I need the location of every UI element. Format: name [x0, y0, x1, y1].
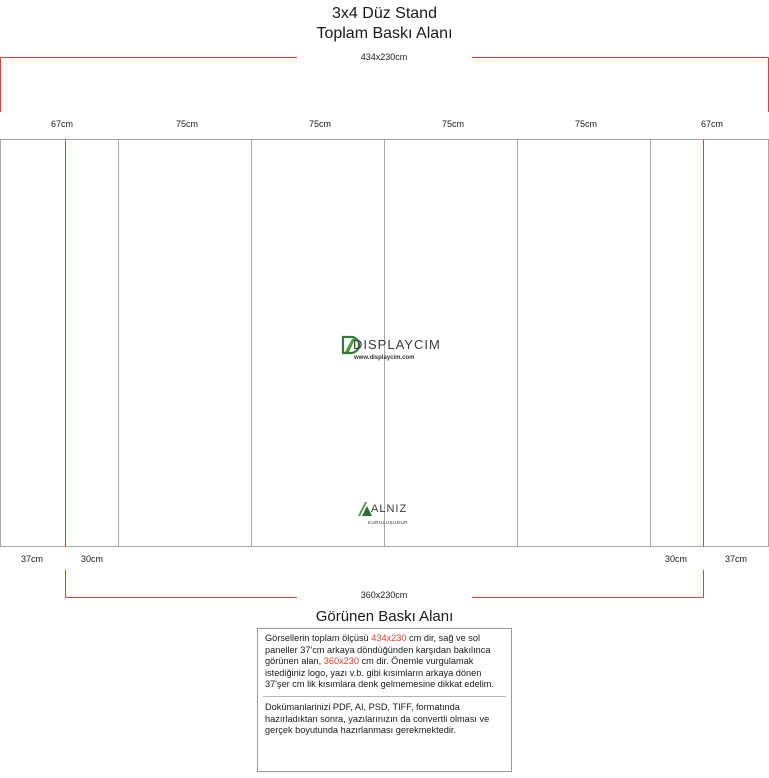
note-divider: [263, 696, 506, 697]
displaycim-wordmark: DISPLAYCIM: [353, 337, 441, 352]
measure-panel-3: 75cm: [308, 119, 331, 129]
title-line-2: Toplam Baskı Alanı: [316, 25, 453, 42]
measure-panel-2: 75cm: [175, 119, 198, 129]
measure-left-panel: 67cm: [50, 119, 73, 129]
title-line-1: 3x4 Düz Stand: [332, 5, 437, 22]
note-highlight-total: 434x230: [371, 633, 407, 643]
displaycim-url: www.displaycim.com: [354, 355, 415, 361]
note-paragraph-2: Dokümanlarinizi PDF, AI, PSD, TIFF, formatında hazırladıktan sonra, yazılarınızın da convertli olması ve gerçek boyutunda hazırlanması gerekmektedir.: [265, 701, 490, 736]
measure-panel-5: 75cm: [574, 119, 597, 129]
measure-panel-4: 75cm: [441, 119, 464, 129]
measure-right-panel: 67cm: [700, 119, 723, 129]
instruction-note: [257, 628, 512, 772]
note-text-a: Görsellerin toplam ölçüsü: [265, 633, 372, 643]
measure-right-front: 30cm: [664, 554, 687, 564]
alniz-wordmark: ALNIZ: [371, 503, 408, 515]
alniz-tagline: KURULUŞUDUR: [368, 520, 409, 525]
alniz-mark-icon: [358, 502, 372, 516]
note-text-c: cm dir. Önemle vurgulamak istediğiniz logo, yazı v.b. gibi kısımların arkaya dönen 37'şer cm lik kısımlara denk gelmemesine dikkat edelim.: [265, 656, 494, 690]
note-text-b: cm dir, sağ ve sol paneller 37'cm arkaya döndüğünden karşıdan bakılınca görünen alan,: [265, 633, 491, 667]
visible-dimension-label: 360x230cm: [360, 590, 408, 600]
alniz-logo: [358, 502, 418, 532]
note-highlight-visible: 360x230: [323, 656, 360, 667]
measure-left-return: 37cm: [20, 554, 43, 564]
total-dimension-label: 434x230cm: [360, 52, 408, 62]
measure-left-front: 30cm: [80, 554, 103, 564]
note-paragraph-1: [265, 633, 504, 691]
visible-area-title: Görünen Baskı Alanı: [315, 608, 454, 625]
total-dimension-bracket: [1, 58, 769, 113]
displaycim-logo: [340, 335, 440, 375]
measure-right-return: 37cm: [724, 554, 747, 564]
